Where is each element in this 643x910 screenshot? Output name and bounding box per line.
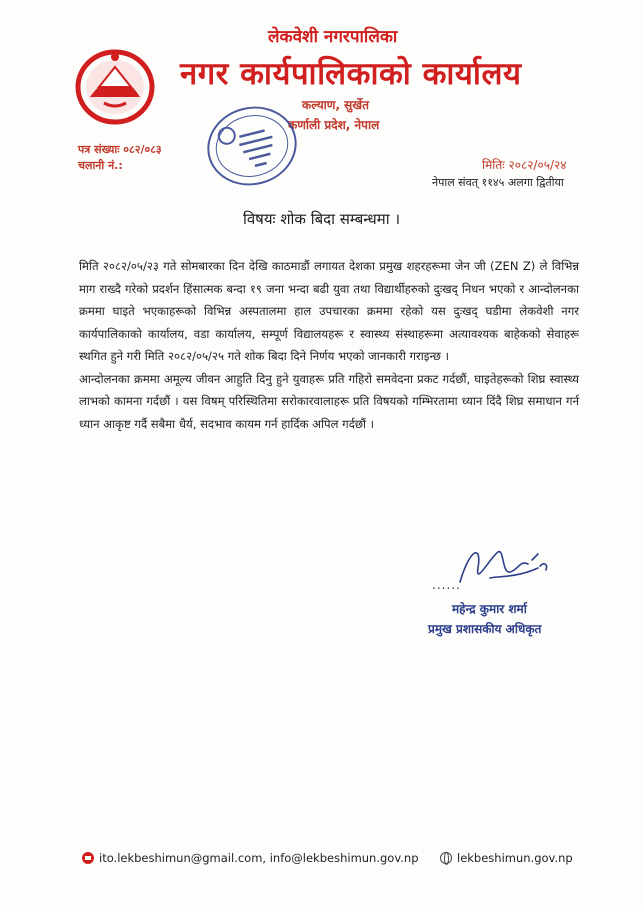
body-paragraph: मिति २०८२/०५/२३ गते सोमबारका दिन देखि काठमाडौं लगायत देशका प्रमुख शहरहरूमा जेन जी (ZEN Z) ले विभिन्न माग राख्दै गरेको प्रदर्शन हिंसात्मक बन्दा १९ जना भन्दा बढी युवा तथा विद्यार्थीहरुको दुःखद् निधन भएको र आन्दोलनका क्रममा घाइते भएकाहरूको विभिन्न अस्पतालमा हाल उपचारका क्रममा रहेको यस दुःखद् घडीमा लेकवेशी नगर कार्यपालिकाको कार्यालय, वडा कार्यालय, सम्पूर्ण विद्यालयहरू र स्वास्थ्य संस्थाहरूमा अत्यावश्यक बाहेकको सेवाहरू स्थगित हुने गरी मिति २०८२/०५/२५ गते शोक बिदा दिने निर्णय भएको जानकारी गराइन्छ । — [79, 259, 579, 363]
address-line-1: कल्याण, सुर्खेत — [302, 98, 369, 112]
nepal-emblem-logo — [74, 47, 156, 125]
website-link[interactable]: lekbeshimun.gov.np — [457, 851, 573, 865]
signatory-title: प्रमुख प्रशासकीय अधिकृत — [428, 622, 542, 636]
official-stamp — [196, 100, 308, 192]
dispatch-number: चलानी नं.: — [78, 159, 123, 172]
signatory-name: महेन्द्र कुमार शर्मा — [452, 602, 527, 616]
footer-website — [440, 851, 573, 865]
address-line-2: कर्णाली प्रदेश, नेपाल — [288, 118, 380, 132]
globe-icon — [440, 852, 452, 864]
footer-email — [82, 851, 419, 865]
body-paragraph: आन्दोलनका क्रममा अमूल्य जीवन आहुति दिनु हुने युवाहरू प्रति गहिरो समवेदना प्रकट गर्दछौं, घाइतेहरूको शिघ्र स्वास्थ्य लाभको कामना गर्दछौं । यस विषम् परिस्थितिमा सरोकारवालाहरू प्रति विषयको गम्भिरतामा ध्यान दिंदै शिघ्र समाधान गर्न ध्यान आकृष्ट गर्दै सबैमा धैर्य, सदभाव कायम गर्न हार्दिक अपिल गर्दछौं । — [79, 371, 579, 431]
letter-subject: विषयः शोक बिदा सम्बन्धमा । — [242, 210, 401, 228]
email-addresses[interactable]: ito.lekbeshimun@gmail.com, info@lekbeshimun.gov.np — [99, 851, 419, 865]
letter-body — [79, 255, 579, 435]
letter-date: मितिः २०८२/०५/२४ — [482, 158, 567, 172]
reference-number: पत्र संख्याः ०८२/०८३ — [78, 143, 162, 156]
nepal-samvat-date: नेपाल संवत् ११४५ अलगा द्वितीया — [432, 176, 564, 189]
signature-dots: ...... — [432, 578, 461, 592]
mail-icon — [82, 852, 94, 864]
office-name: नगर कार्यपालिकाको कार्यालय — [180, 56, 522, 92]
municipality-name: लेकवेशी नगरपालिका — [268, 27, 398, 47]
